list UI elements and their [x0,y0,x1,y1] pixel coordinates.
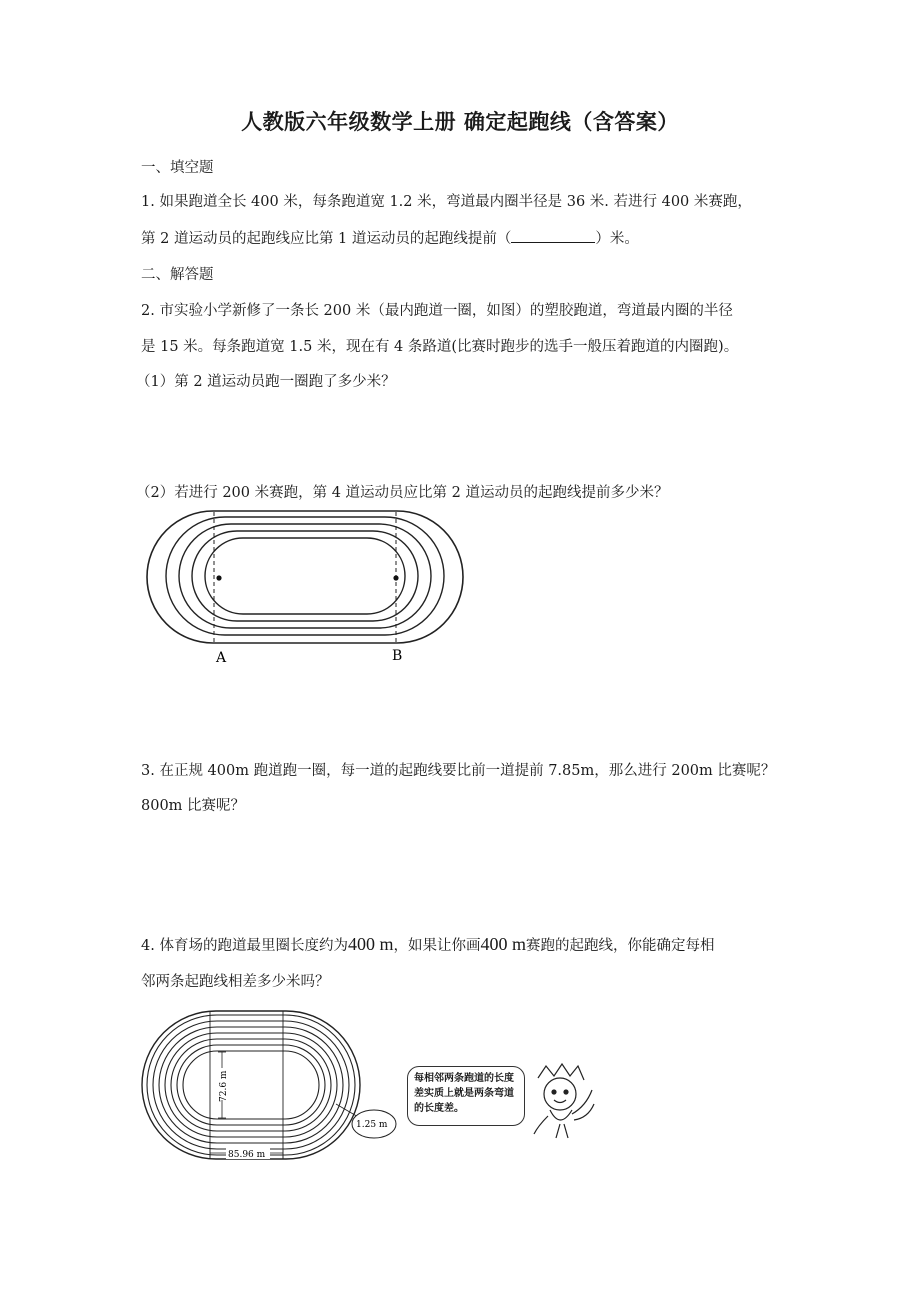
question-4-text-3: 赛跑的起跑线，你能确定每相 [525,938,715,954]
point-label-b: B [392,648,403,664]
question-4-line-1 [141,934,714,955]
section-heading-solve: 二、解答题 [141,267,214,283]
length-dimension-label: 85.96 m [228,1150,266,1160]
question-2-line-1: 2. 市实验小学新修了一条长 200 米（最内跑道一圈，如图）的塑胶跑道，弯道最内圈的半径 [141,303,733,319]
question-2-sub-1: （1）第 2 道运动员跑一圈跑了多少米？ [136,374,396,390]
center-point-b [393,575,398,580]
stadium-lane-2 [177,1045,325,1125]
question-4-line-2: 邻两条起跑线相差多少米吗？ [141,974,330,990]
stadium-lane-5 [159,1027,343,1143]
question-4-text-2: ，如果让你画 [393,938,481,954]
hint-speech-bubble: 每相邻两条跑道的长度差实质上就是两条弯道的长度差。 [407,1066,525,1126]
section-heading-fill-in: 一、填空题 [141,160,214,176]
point-label-a: A [216,650,227,666]
question-1-line-2 [141,227,639,248]
page-title: 人教版六年级数学上册 确定起跑线（含答案） [241,110,679,134]
question-3-line-2: 800m 比赛呢？ [141,798,246,814]
stadium-lane-1 [183,1051,319,1119]
question-2-line-2: 是 15 米。每条跑道宽 1.5 米，现在有 4 条路道(比赛时跑步的选手一般压着跑道的内圈跑)。 [141,339,739,355]
track-lane-4 [166,517,444,635]
lane-width-label: 1.25 m [356,1120,388,1130]
distance-value-2: 400 m [480,934,526,954]
track-lane-1 [205,538,405,614]
cartoon-mascot-illustration [524,1060,596,1140]
stadium-lane-7 [147,1015,355,1155]
question-1-line-1: 1. 如果跑道全长 400 米，每条跑道宽 1.2 米，弯道最内圈半径是 36 米. 若进行 400 米赛跑， [141,194,752,210]
question-1-text-before-blank: 第 2 道运动员的起跑线应比第 1 道运动员的起跑线提前（ [141,231,512,247]
question-4-text-1: 4. 体育场的跑道最里圈长度约为 [141,938,348,954]
stadium-lane-6 [153,1021,349,1149]
track-lane-2 [192,531,418,621]
center-point-a [216,575,221,580]
distance-value-1: 400 m [347,934,394,954]
question-3-line-1: 3. 在正规 400m 跑道跑一圈，每一道的起跑线要比前一道提前 7.85m，那么进行 200m 比赛呢？ [141,763,776,779]
question-2-sub-2: （2）若进行 200 米赛跑，第 4 道运动员应比第 2 道运动员的起跑线提前多少米？ [136,485,669,501]
answer-blank[interactable] [511,228,595,243]
width-dimension-label: 72.6 m [219,1070,229,1102]
track-diagram-1 [140,510,475,670]
stadium-lane-3 [171,1039,331,1131]
track-lane-3 [179,524,431,628]
track-diagram-2 [140,1010,410,1170]
stadium-lane-4 [165,1033,337,1137]
question-1-text-after-blank: ）米。 [595,231,639,247]
